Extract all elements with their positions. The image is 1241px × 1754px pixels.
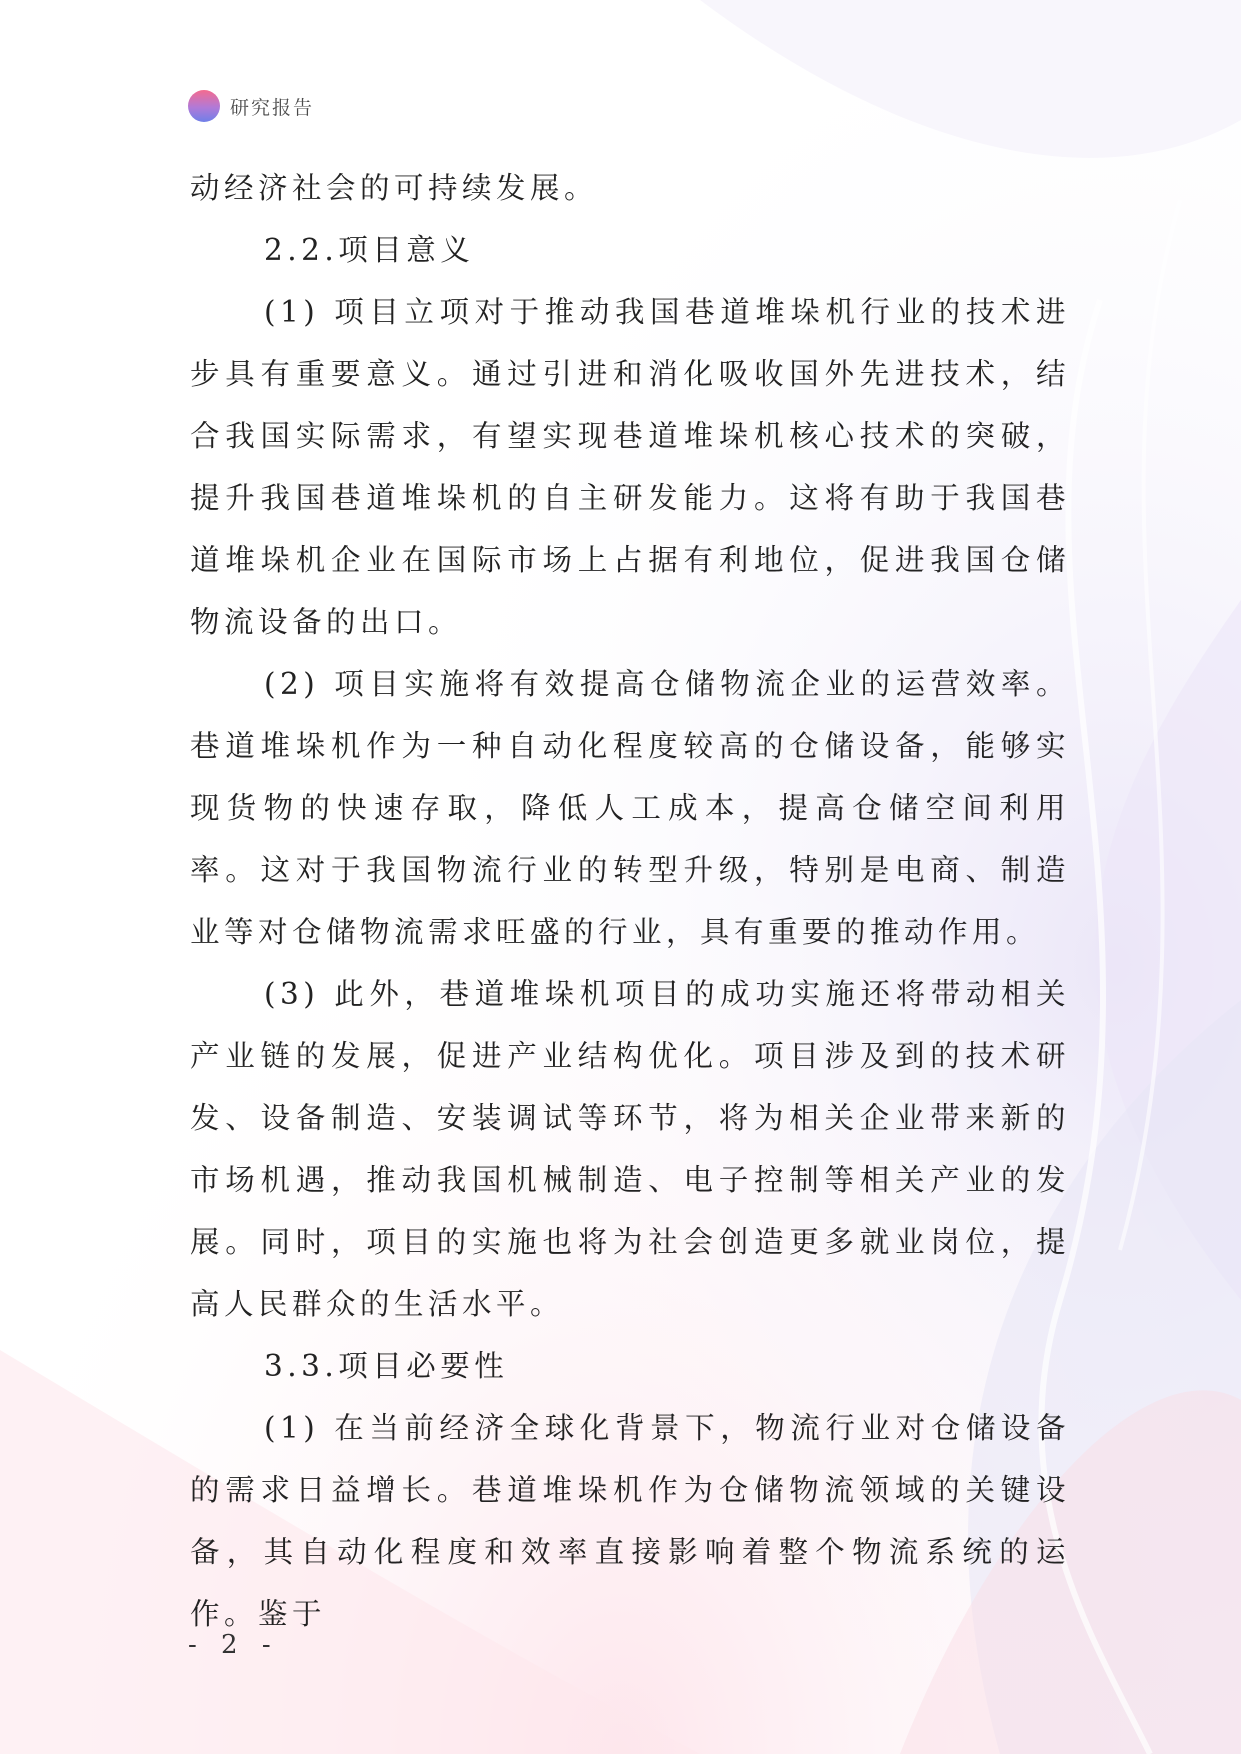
- header-title: 研究报告: [230, 96, 315, 119]
- page-number: - 2 -: [188, 1630, 279, 1660]
- paragraph-significance-1: (1) 项目立项对于推动我国巷道堆垛机行业的技术进步具有重要意义。通过引进和消化吸收国外先进技术，结合我国实际需求，有望实现巷道堆垛机核心技术的突破，提升我国巷道堆垛机的自主研发能力。这将有助于我国巷道堆垛机企业在国际市场上占据有利地位，促进我国仓储物流设备的出口。: [190, 295, 1070, 639]
- section-heading-2-2: 2.2.项目意义: [264, 233, 475, 267]
- header: [188, 88, 314, 124]
- paragraph-significance-3: (3) 此外，巷道堆垛机项目的成功实施还将带动相关产业链的发展，促进产业结构优化。项目涉及到的技术研发、设备制造、安装调试等环节，将为相关企业带来新的市场机遇，推动我国机械制造、电子控制等相关产业的发展。同时，项目的实施也将为社会创造更多就业岗位，提高人民群众的生活水平。: [190, 977, 1070, 1321]
- document-body: [190, 157, 1070, 1645]
- paragraph-necessity-1: (1) 在当前经济全球化背景下，物流行业对仓储设备的需求日益增长。巷道堆垛机作为仓储物流领域的关键设备，其自动化程度和效率直接影响着整个物流系统的运作。鉴于: [190, 1411, 1070, 1631]
- section-heading-3-3: 3.3.项目必要性: [264, 1349, 509, 1383]
- paragraph-significance-2: (2) 项目实施将有效提高仓储物流企业的运营效率。巷道堆垛机作为一种自动化程度较高的仓储设备，能够实现货物的快速存取，降低人工成本，提高仓储空间利用率。这对于我国物流行业的转型升级，特别是电商、制造业等对仓储物流需求旺盛的行业，具有重要的推动作用。: [190, 667, 1070, 949]
- paragraph-continuation: 动经济社会的可持续发展。: [190, 171, 599, 205]
- logo-icon: [188, 90, 220, 122]
